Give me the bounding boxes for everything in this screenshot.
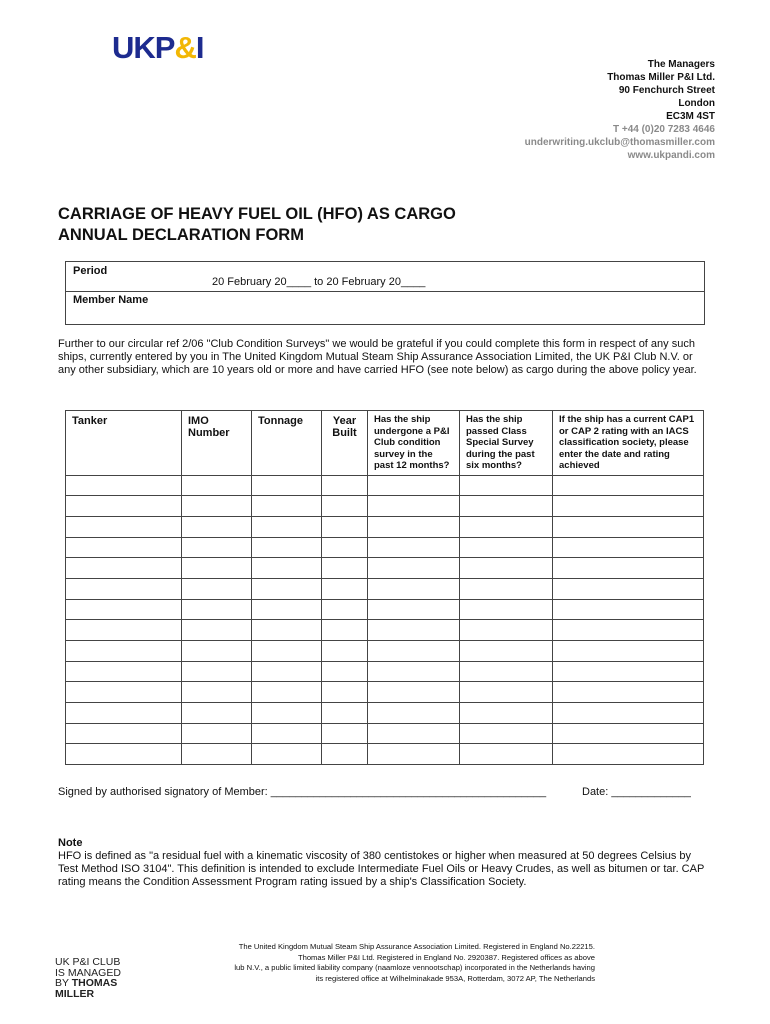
table-cell[interactable]: [460, 723, 553, 744]
table-cell[interactable]: [368, 620, 460, 641]
table-cell[interactable]: [252, 558, 322, 579]
address-line: The Managers: [647, 59, 715, 70]
table-cell[interactable]: [553, 578, 704, 599]
table-cell[interactable]: [553, 703, 704, 724]
table-cell[interactable]: [368, 682, 460, 703]
table-cell[interactable]: [252, 475, 322, 496]
logo-line: IS MANAGED: [55, 966, 121, 979]
table-cell[interactable]: [66, 578, 182, 599]
table-cell[interactable]: [252, 723, 322, 744]
header-tanker: Tanker: [66, 411, 182, 476]
table-cell[interactable]: [460, 496, 553, 517]
table-cell[interactable]: [553, 620, 704, 641]
table-cell[interactable]: [66, 599, 182, 620]
address-line: Thomas Miller P&I Ltd.: [607, 72, 715, 83]
intro-paragraph: Further to our circular ref 2/06 "Club Condition Surveys" we would be grateful if you could complete this form in respect of any such ships, currently entered by you in The United Kingdom Mutual Steam Ship Assurance Association Limited, the UK P&I Club N.V. or any other subsidiary, which are 10 years old or more and have carried HFO (see note below) as cargo during the above policy year.: [58, 338, 697, 377]
table-cell[interactable]: [322, 682, 368, 703]
table-cell[interactable]: [553, 682, 704, 703]
table-cell[interactable]: [66, 496, 182, 517]
table-cell[interactable]: [66, 703, 182, 724]
table-row: [66, 558, 704, 579]
address-line: EC3M 4ST: [666, 111, 715, 122]
table-cell[interactable]: [252, 661, 322, 682]
table-cell[interactable]: [182, 475, 252, 496]
table-cell[interactable]: [322, 537, 368, 558]
table-cell[interactable]: [322, 703, 368, 724]
table-cell[interactable]: [66, 475, 182, 496]
table-cell[interactable]: [252, 578, 322, 599]
footer-line: The United Kingdom Mutual Steam Ship Assurance Association Limited. Registered in England No.22215.: [238, 942, 595, 951]
table-row: [66, 578, 704, 599]
table-row: [66, 682, 704, 703]
table-cell[interactable]: [252, 537, 322, 558]
table-cell[interactable]: [252, 682, 322, 703]
table-cell[interactable]: [553, 599, 704, 620]
table-cell[interactable]: [322, 496, 368, 517]
table-cell[interactable]: [66, 744, 182, 765]
table-cell[interactable]: [368, 516, 460, 537]
table-cell[interactable]: [460, 744, 553, 765]
ukpi-logo: UKP&I: [112, 30, 204, 65]
table-cell[interactable]: [460, 703, 553, 724]
table-cell[interactable]: [553, 661, 704, 682]
table-cell[interactable]: [322, 744, 368, 765]
logo-line: BY THOMAS: [55, 977, 118, 989]
table-row: [66, 496, 704, 517]
table-row: [66, 723, 704, 744]
table-cell[interactable]: [182, 558, 252, 579]
table-cell[interactable]: [553, 516, 704, 537]
footer-line: lub N.V., a public limited liability company (naamloze vennootschap) incorporated in the Netherlands having: [234, 963, 595, 972]
table-row: [66, 475, 704, 496]
phone-number: T +44 (0)20 7283 4646: [612, 124, 715, 135]
table-cell[interactable]: [66, 661, 182, 682]
form-title: [58, 204, 456, 246]
managers-address: [525, 58, 715, 162]
period-member-box: [65, 261, 705, 325]
table-cell[interactable]: [182, 516, 252, 537]
table-cell[interactable]: [553, 723, 704, 744]
table-cell[interactable]: [460, 578, 553, 599]
table-cell[interactable]: [66, 682, 182, 703]
table-cell[interactable]: [252, 620, 322, 641]
table-header-row: [66, 411, 704, 476]
table-cell[interactable]: [66, 620, 182, 641]
table-cell[interactable]: [368, 537, 460, 558]
table-cell[interactable]: [322, 620, 368, 641]
table-cell[interactable]: [553, 496, 704, 517]
header-cap-rating: If the ship has a current CAP1 or CAP 2 rating with an IACS classification society, please enter the date and rating achieved: [553, 411, 704, 476]
table-cell[interactable]: [66, 537, 182, 558]
table-cell[interactable]: [368, 578, 460, 599]
table-cell[interactable]: [460, 661, 553, 682]
title-line: ANNUAL DECLARATION FORM: [58, 226, 304, 244]
table-cell[interactable]: [553, 744, 704, 765]
header-condition-survey: Has the ship undergone a P&I Club condition survey in the past 12 months?: [368, 411, 460, 476]
table-cell[interactable]: [460, 475, 553, 496]
table-cell[interactable]: [322, 599, 368, 620]
table-cell[interactable]: [368, 475, 460, 496]
table-cell[interactable]: [322, 641, 368, 662]
address-line: London: [678, 98, 715, 109]
table-cell[interactable]: [252, 703, 322, 724]
table-cell[interactable]: [368, 558, 460, 579]
date-field[interactable]: Date: _____________: [582, 786, 691, 798]
thomas-miller-logo: [55, 957, 121, 999]
table-cell[interactable]: [182, 641, 252, 662]
table-cell[interactable]: [252, 496, 322, 517]
table-row: [66, 641, 704, 662]
table-cell[interactable]: [460, 558, 553, 579]
table-cell[interactable]: [66, 516, 182, 537]
registration-footer: [150, 942, 595, 984]
table-cell[interactable]: [252, 599, 322, 620]
period-label: Period: [73, 265, 108, 277]
table-cell[interactable]: [368, 661, 460, 682]
table-cell[interactable]: [368, 723, 460, 744]
table-cell[interactable]: [368, 703, 460, 724]
table-cell[interactable]: [252, 641, 322, 662]
website-link[interactable]: www.ukpandi.com: [627, 150, 715, 161]
table-cell[interactable]: [182, 744, 252, 765]
table-cell[interactable]: [182, 703, 252, 724]
table-cell[interactable]: [553, 641, 704, 662]
period-dates-field[interactable]: 20 February 20____ to 20 February 20____: [212, 276, 426, 288]
table-cell[interactable]: [182, 496, 252, 517]
table-cell[interactable]: [460, 682, 553, 703]
footer-line: Thomas Miller P&I Ltd. Registered in England No. 2920387. Registered offices as above: [297, 952, 595, 962]
table-cell[interactable]: [368, 599, 460, 620]
table-cell[interactable]: [182, 620, 252, 641]
header-year-built: Year Built: [322, 411, 368, 476]
table-cell[interactable]: [553, 558, 704, 579]
table-cell[interactable]: [460, 516, 553, 537]
divider: [66, 291, 704, 292]
signature-line[interactable]: Signed by authorised signatory of Member: _____________________________________________: [58, 786, 547, 798]
footer-line: its registered office at Wilhelminakade 953A, Rotterdam, 3072 AP, The Netherlands: [315, 973, 595, 983]
table-cell[interactable]: [553, 475, 704, 496]
table-cell[interactable]: [182, 599, 252, 620]
table-row: [66, 516, 704, 537]
table-cell[interactable]: [368, 496, 460, 517]
table-cell[interactable]: [322, 475, 368, 496]
table-cell[interactable]: [252, 744, 322, 765]
table-cell[interactable]: [182, 661, 252, 682]
header-tonnage: Tonnage: [252, 411, 322, 476]
table-cell[interactable]: [66, 723, 182, 744]
table-cell[interactable]: [460, 599, 553, 620]
address-line: 90 Fenchurch Street: [618, 85, 715, 96]
table-cell[interactable]: [322, 723, 368, 744]
table-cell[interactable]: [368, 744, 460, 765]
table-row: [66, 744, 704, 765]
logo-line: UK P&I CLUB: [55, 956, 121, 968]
title-line: CARRIAGE OF HEAVY FUEL OIL (HFO) AS CARGO: [58, 205, 456, 223]
table-cell[interactable]: [322, 661, 368, 682]
table-cell[interactable]: [460, 620, 553, 641]
table-cell[interactable]: [460, 537, 553, 558]
member-name-label: Member Name: [73, 294, 149, 306]
header-imo: IMO Number: [182, 411, 252, 476]
tanker-table: [65, 410, 704, 765]
table-cell[interactable]: [66, 641, 182, 662]
table-cell[interactable]: [182, 578, 252, 599]
note-heading: Note: [58, 837, 83, 849]
table-row: [66, 703, 704, 724]
table-cell[interactable]: [460, 641, 553, 662]
table-row: [66, 620, 704, 641]
table-cell[interactable]: [322, 578, 368, 599]
logo-line: MILLER: [55, 987, 95, 1000]
table-cell[interactable]: [553, 537, 704, 558]
table-cell[interactable]: [252, 516, 322, 537]
table-cell[interactable]: [182, 537, 252, 558]
table-row: [66, 661, 704, 682]
table-cell[interactable]: [368, 641, 460, 662]
header-special-survey: Has the ship passed Class Special Survey during the past six months?: [460, 411, 553, 476]
table-cell[interactable]: [182, 723, 252, 744]
email-address[interactable]: underwriting.ukclub@thomasmiller.com: [524, 137, 715, 148]
table-cell[interactable]: [322, 558, 368, 579]
table-row: [66, 537, 704, 558]
table-row: [66, 599, 704, 620]
table-cell[interactable]: [66, 558, 182, 579]
note-text: HFO is defined as "a residual fuel with a kinematic viscosity of 380 centistokes or higher when measured at 50 degrees Celsius by Test Method ISO 3104". This definition is intended to exclude Intermediate Fuel Oils or Heavy Crudes, as well as bitumen or tar. CAP rating means the Condition Assessment Program rating issued by a ship's Classification Society.: [58, 850, 705, 888]
table-cell[interactable]: [322, 516, 368, 537]
table-cell[interactable]: [182, 682, 252, 703]
